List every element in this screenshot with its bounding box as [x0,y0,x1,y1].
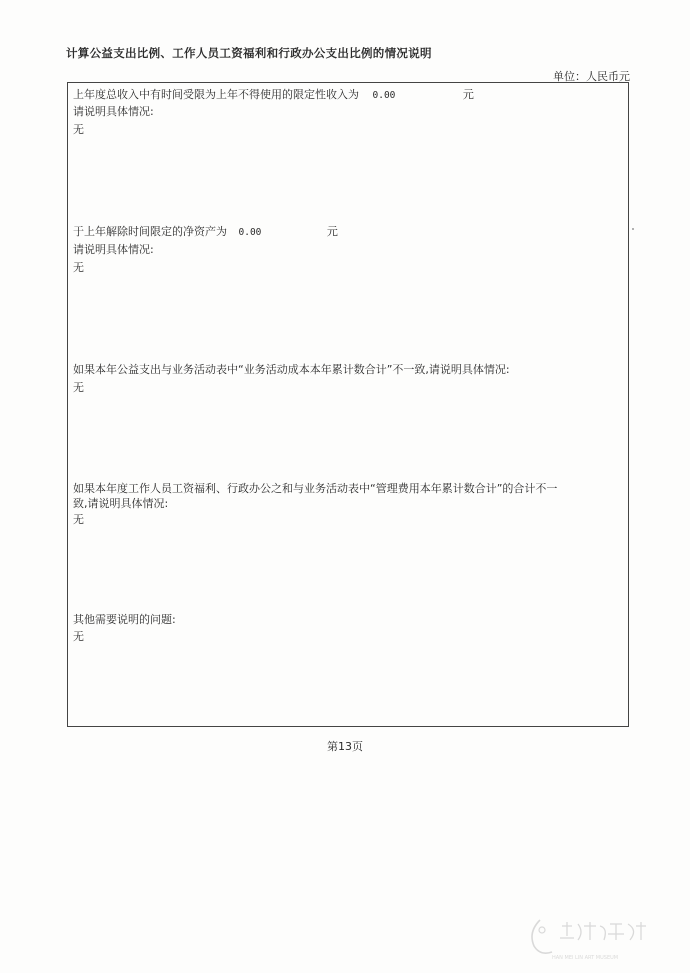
currency-unit-label: 单位：人民币元 [553,70,630,83]
section-2-prompt: 请说明具体情况: [73,243,154,256]
released-net-assets-label: 于上年解除时间限定的净资产为 [73,225,227,238]
section-1-answer: 无 [73,123,84,136]
section-5-answer: 无 [73,630,84,643]
section-4-question-line2: 致,请说明具体情况: [73,497,169,510]
museum-logo-watermark [520,912,670,967]
restricted-income-line [73,86,474,102]
document-title: 计算公益支出比例、工作人员工资福利和行政办公支出比例的情况说明 [66,46,432,60]
section-4-question-line1: 如果本年度工作人员工资福利、行政办公之和与业务活动表中“管理费用本年累计数合计”的合计不一 [73,482,558,495]
released-net-assets-currency: 元 [326,225,338,238]
page-number: 第13页 [327,740,363,753]
released-net-assets-amount: 0.00 [238,227,262,238]
scan-speck [632,228,634,230]
released-net-assets-line [73,223,338,239]
restricted-income-amount: 0.00 [372,90,396,101]
museum-logo-icon [520,912,670,967]
section-5-question: 其他需要说明的问题: [73,613,176,626]
restricted-income-label: 上年度总收入中有时间受限为上年不得使用的限定性收入为 [73,88,359,101]
section-2-answer: 无 [73,261,84,274]
explanation-form-box [67,82,629,727]
section-4-answer: 无 [73,513,84,526]
section-3-answer: 无 [73,381,84,394]
watermark-text: HAN MEI LIN ART MUSEUM [552,955,619,961]
section-1-prompt: 请说明具体情况: [73,105,154,118]
section-3-question: 如果本年公益支出与业务活动表中“业务活动成本本年累计数合计”不一致,请说明具体情况: [73,363,510,376]
restricted-income-currency: 元 [462,88,474,101]
